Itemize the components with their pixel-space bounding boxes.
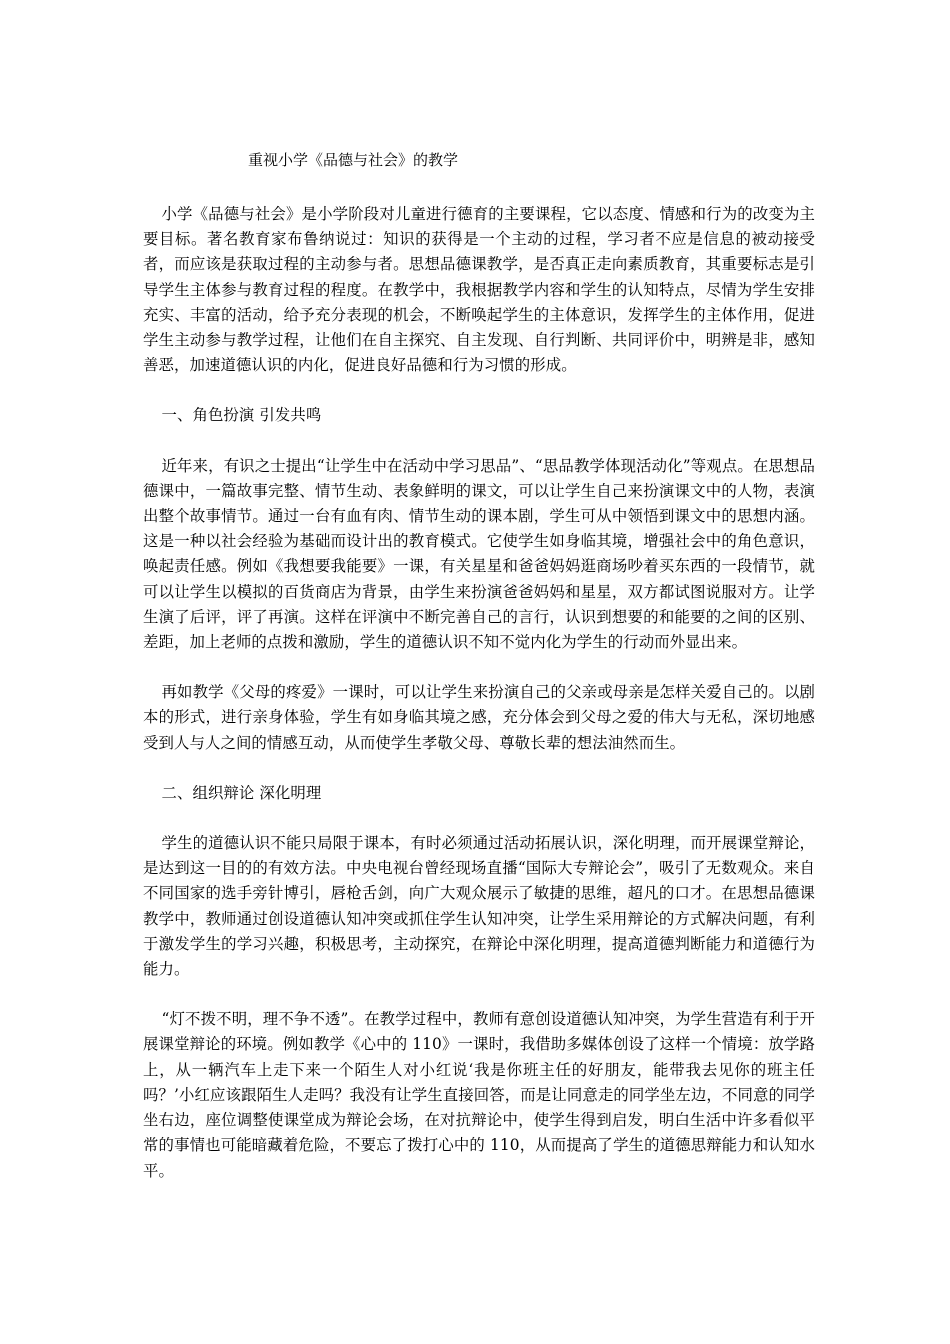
section-heading-debate: 二、组织辩论 深化明理 [161,783,322,802]
section-heading-role-play: 一、角色扮演 引发共鸣 [161,406,322,425]
paragraph-role-play-1: 近年来，有识之士提出“让学生中在活动中学习思品”、“思品教学体现活动化”等观点。在思想品德课中，一篇故事完整、情节生动、表象鲜明的课文，可以让学生自己来扮演课文中的人物，表演出整个故事情节。通过一台有血有肉、情节生动的课本剧，学生可从中领悟到课文中的思想内涵。这是一种以社会经验为基础而设计出的教育模式。它使学生如身临其境，增强社会中的角色意识，唤起责任感。例如《我想要我能要》一课，有关星星和爸爸妈妈逛商场吵着买东西的一段情节，就可以让学生以模拟的百货商店为背景，由学生来扮演爸爸妈妈和星星，双方都试图说服对方。让学生演了后评，评了再演。这样在评演中不断完善自己的言行，认识到想要的和能要的之间的区别、差距，加上老师的点拨和激励，学生的道德认识不知不觉内化为学生的行动而外显出来。 [143,456,815,652]
paragraph-role-play-2: 再如教学《父母的疼爱》一课时，可以让学生来扮演自己的父亲或母亲是怎样关爱自己的。以剧本的形式，进行亲身体验，学生有如身临其境之感，充分体会到父母之爱的伟大与无私，深切地感受到人与人之间的情感互动，从而使学生孝敬父母、尊敬长辈的想法油然而生。 [143,683,815,752]
document-body [143,202,815,1209]
paragraph-debate-2: “灯不拨不明，理不争不透”。在教学过程中，教师有意创设道德认知冲突，为学生营造有利于开展课堂辩论的环境。例如教学《心中的 110》一课时，我借助多媒体创设了这样一个情境：放学路上，从一辆汽车上走下来一个陌生人对小红说‘我是你班主任的好朋友，能带我去见你的班主任吗？’小红应该跟陌生人走吗？我没有让学生直接回答，而是让同意走的同学坐左边，不同意的同学坐右边，座位调整使课堂成为辩论会场，在对抗辩论中，使学生得到启发，明白生活中许多看似平常的事情也可能暗藏着危险，不要忘了拨打心中的 110，从而提高了学生的道德思辩能力和认知水平。 [143,1010,815,1180]
document-title: 重视小学《品德与社会》的教学 [248,151,459,169]
paragraph-intro: 小学《品德与社会》是小学阶段对儿童进行德育的主要课程，它以态度、情感和行为的改变为主要目标。著名教育家布鲁纳说过：知识的获得是一个主动的过程，学习者不应是信息的被动接受者，而应该是获取过程的主动参与者。思想品德课教学，是否真正走向素质教育，其重要标志是引导学生主体参与教育过程的程度。在教学中，我根据教学内容和学生的认知特点，尽情为学生安排充实、丰富的活动，给予充分表现的机会，不断唤起学生的主体意识，发挥学生的主体作用，促进学生主动参与教学过程，让他们在自主探究、自主发现、自行判断、共同评价中，明辨是非，感知善恶，加速道德认识的内化，促进良好品德和行为习惯的形成。 [143,205,815,375]
paragraph-debate-1: 学生的道德认识不能只局限于课本，有时必须通过活动拓展认识，深化明理，而开展课堂辩论，是达到这一目的的有效方法。中央电视台曾经现场直播“国际大专辩论会”，吸引了无数观众。来自不同国家的选手旁针博引，唇枪舌剑，向广大观众展示了敏捷的思维，超凡的口才。在思想品德课教学中，教师通过创设道德认知冲突或抓住学生认知冲突，让学生采用辩论的方式解决问题，有利于激发学生的学习兴趣，积极思考，主动探究，在辩论中深化明理，提高道德判断能力和道德行为能力。 [143,834,815,979]
